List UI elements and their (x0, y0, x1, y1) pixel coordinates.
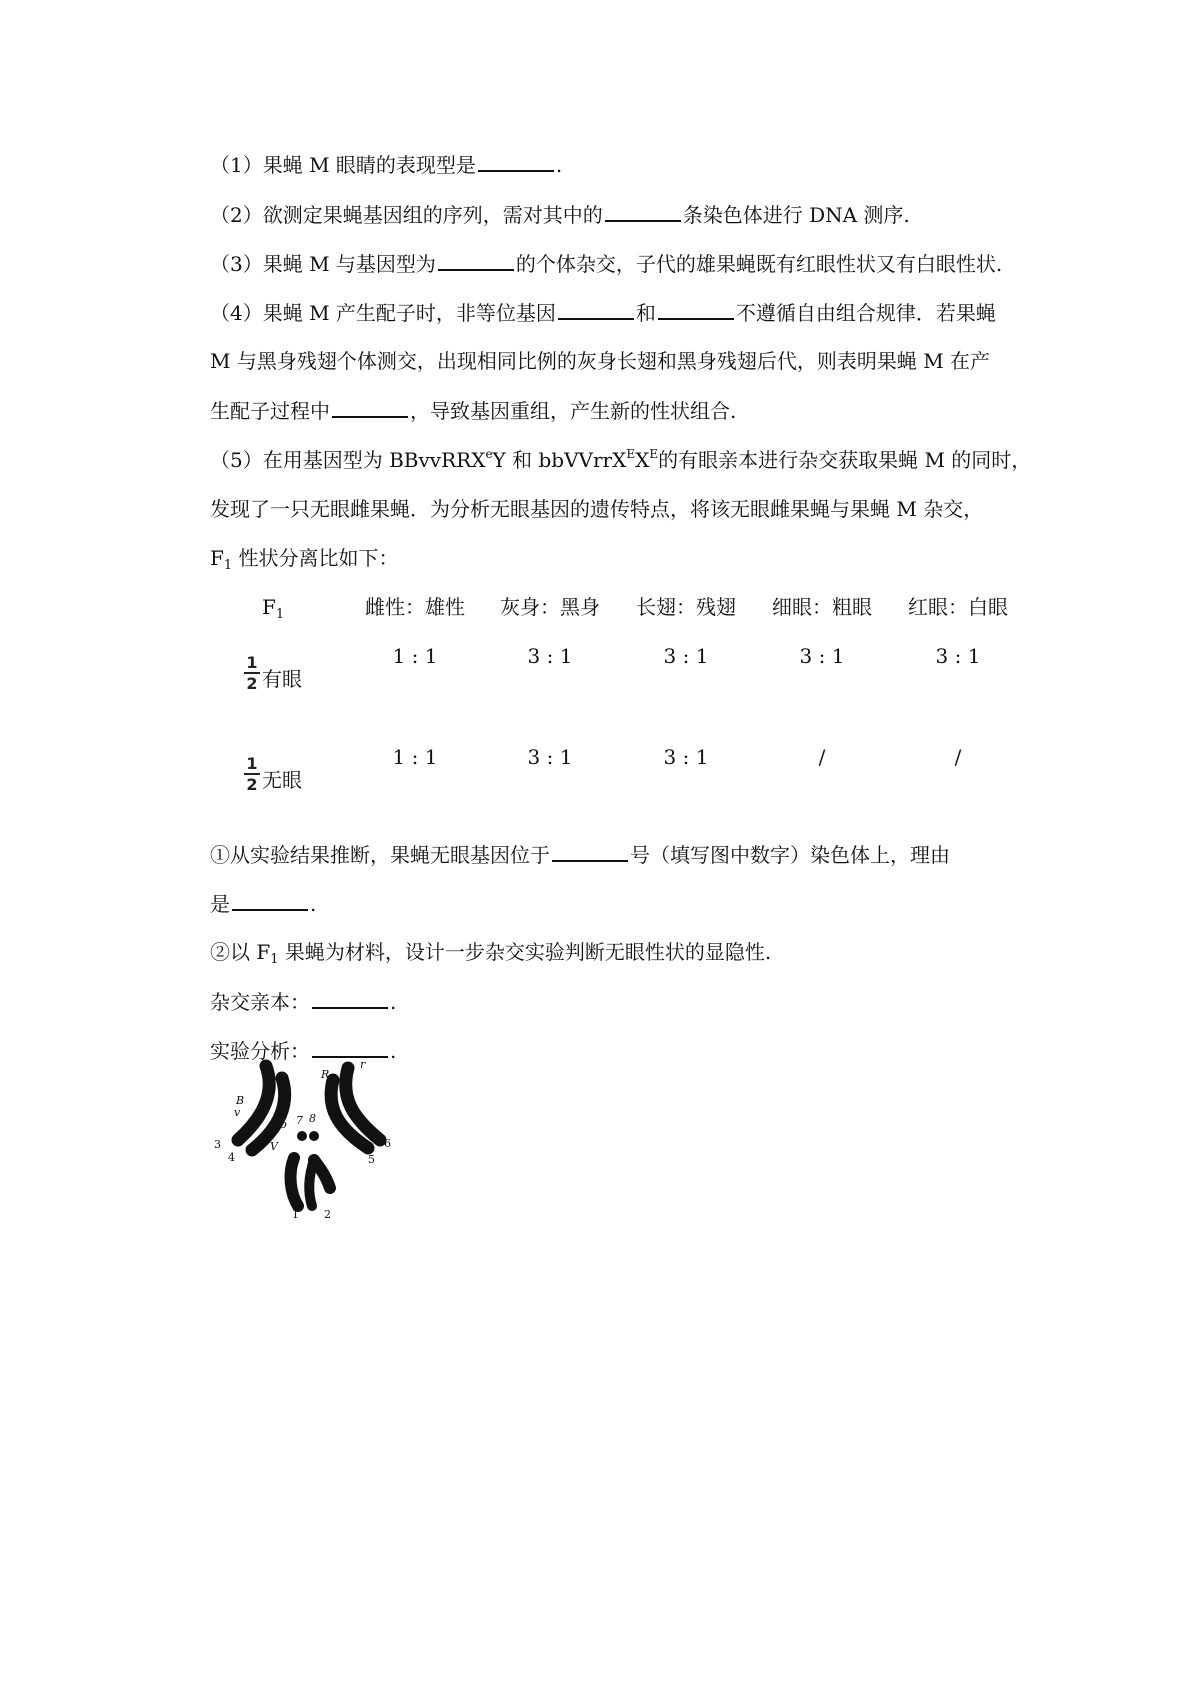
answer-blank[interactable] (312, 987, 388, 1009)
question-2 (210, 200, 910, 229)
gene-label: v (234, 1106, 241, 1119)
q5-sup-2: E (626, 447, 636, 461)
cross-end: . (390, 990, 397, 1014)
answer-blank[interactable] (552, 840, 628, 862)
chromosome-number: 5 (368, 1153, 375, 1166)
sub1-text-a: ①从实验结果推断，果蝇无眼基因位于 (210, 843, 550, 867)
table-cell: 3 : 1 (663, 644, 709, 668)
table-cell: 1 : 1 (392, 644, 438, 668)
answer-blank[interactable] (558, 298, 634, 320)
q5-text-l2: 发现了一只无眼雌果蝇．为分析无眼基因的遗传特点，将该无眼雌果蝇与果蝇 M 杂交， (210, 497, 984, 521)
table-cell: 3 : 1 (935, 644, 981, 668)
q5-text-c: X (635, 448, 650, 472)
sub2-text-a: ②以 F (210, 940, 271, 964)
q5-text-d: 的有眼亲本进行杂交获取果蝇 M 的同时， (658, 448, 1032, 472)
gene-label: E (290, 1158, 299, 1171)
table-header: 红眼：白眼 (908, 595, 1008, 619)
chromosome-8 (309, 1131, 319, 1141)
table-cell: 3 : 1 (527, 745, 573, 769)
q3-text: （3）果蝇 M 与基因型为 (210, 252, 436, 276)
cross-parents-line (210, 987, 396, 1016)
gene-label: 8 (309, 1112, 316, 1125)
gene-label: b (280, 1118, 288, 1131)
question-5-line-3 (210, 544, 399, 572)
q4-text-l3a: 生配子过程中 (210, 399, 330, 423)
table-corner-text: F (262, 595, 276, 619)
q1-text: （1）果蝇 M 眼睛的表现型是 (210, 153, 476, 177)
chromosome-number: 2 (324, 1208, 331, 1218)
q4-text-l2: M 与黑身残翅个体测交，出现相同比例的灰身长翅和黑身残翅后代，则表明果蝇 M 在产 (210, 349, 991, 373)
q2-text: （2）欲测定果蝇基因组的序列，需对其中的 (210, 203, 603, 227)
q4-text-b: 和 (635, 301, 656, 325)
table-header: 灰身：黑身 (500, 595, 600, 619)
chromosome-7 (297, 1131, 307, 1141)
analysis-label: 实验分析： (210, 1039, 310, 1063)
answer-blank[interactable] (605, 200, 681, 222)
table-header: 细眼：粗眼 (772, 595, 872, 619)
sub2-text-b: 果蝇为材料，设计一步杂交实验判断无眼性状的显隐性. (278, 940, 772, 964)
question-4-line-1 (210, 298, 996, 327)
fraction-denominator: 2 (246, 775, 258, 794)
table-cell: 1 : 1 (392, 745, 438, 769)
question-4-line-3 (210, 396, 736, 425)
fraction-numerator: 1 (246, 653, 258, 672)
question-5-line-2 (210, 495, 983, 523)
q5-sup-1: e (485, 447, 493, 461)
answer-blank[interactable] (658, 298, 734, 320)
gene-label: R (321, 1068, 330, 1081)
chromosome-number: 6 (384, 1137, 391, 1150)
q2-end: 条染色体进行 DNA 测序. (682, 203, 910, 227)
answer-blank[interactable] (332, 396, 408, 418)
question-3 (210, 249, 1002, 278)
sub-question-1-line-2 (210, 889, 316, 918)
table-cell: 3 : 1 (527, 644, 573, 668)
question-4-line-2 (210, 347, 990, 375)
q4-text-l3b: ，导致基因重组，产生新的性状组合. (410, 399, 737, 423)
q5-text-a: （5）在用基因型为 BBvvRRX (210, 448, 486, 472)
answer-blank[interactable] (478, 150, 554, 172)
sub1-text-l2a: 是 (210, 892, 230, 916)
row-label: 无眼 (262, 768, 302, 792)
q5-sub: 1 (223, 558, 233, 573)
analysis-end: . (390, 1039, 397, 1063)
table-cell: / (818, 745, 826, 769)
sub-question-2 (210, 938, 771, 966)
q3-end: 的个体杂交，子代的雄果蝇既有红眼性状又有白眼性状. (515, 252, 1003, 276)
q4-text-c: 不遵循自由组合规律．若果蝇 (735, 301, 996, 325)
fraction-denominator: 2 (246, 674, 258, 693)
fraction-numerator: 1 (246, 754, 258, 773)
q5-sup-3: E (649, 447, 659, 461)
answer-blank[interactable] (232, 889, 308, 911)
q5-text-l3a: F (210, 546, 224, 570)
sub1-text-b: 号（填写图中数字）染色体上，理由 (630, 843, 950, 867)
table-cell: / (954, 745, 962, 769)
q4-text-a: （4）果蝇 M 产生配子时，非等位基因 (210, 301, 556, 325)
sub2-sub: 1 (270, 952, 279, 967)
fraction (244, 654, 260, 692)
table-cell: 3 : 1 (663, 745, 709, 769)
table-header: 长翅：残翅 (636, 595, 736, 619)
question-1 (210, 150, 562, 179)
table-corner-sub: 1 (275, 607, 285, 622)
answer-blank[interactable] (438, 249, 514, 271)
q5-text-l3b: 性状分离比如下： (232, 546, 399, 570)
gene-label: V (270, 1140, 278, 1153)
answer-blank[interactable] (312, 1036, 388, 1058)
chromosome-number: 4 (228, 1151, 235, 1164)
row-label: 有眼 (262, 667, 302, 691)
table-cell: 3 : 1 (799, 644, 845, 668)
q1-end: . (555, 153, 563, 177)
sub1-text-l2b: . (310, 892, 317, 916)
table-header: 雌性：雄性 (365, 595, 465, 619)
gene-label: B (236, 1094, 245, 1107)
chromosome-number: 3 (214, 1138, 221, 1151)
chromosome-figure (208, 1058, 418, 1218)
cross-label: 杂交亲本： (210, 990, 310, 1014)
q5-text-b: Y 和 bbVVrrX (492, 448, 627, 472)
table-corner (262, 593, 284, 621)
sub-question-1-line-1 (210, 840, 950, 869)
gene-label: r (360, 1058, 366, 1071)
chromosome-number: 1 (292, 1208, 299, 1218)
fraction (244, 755, 260, 793)
question-5-line-1 (210, 446, 1031, 474)
gene-label: 7 (296, 1114, 303, 1127)
